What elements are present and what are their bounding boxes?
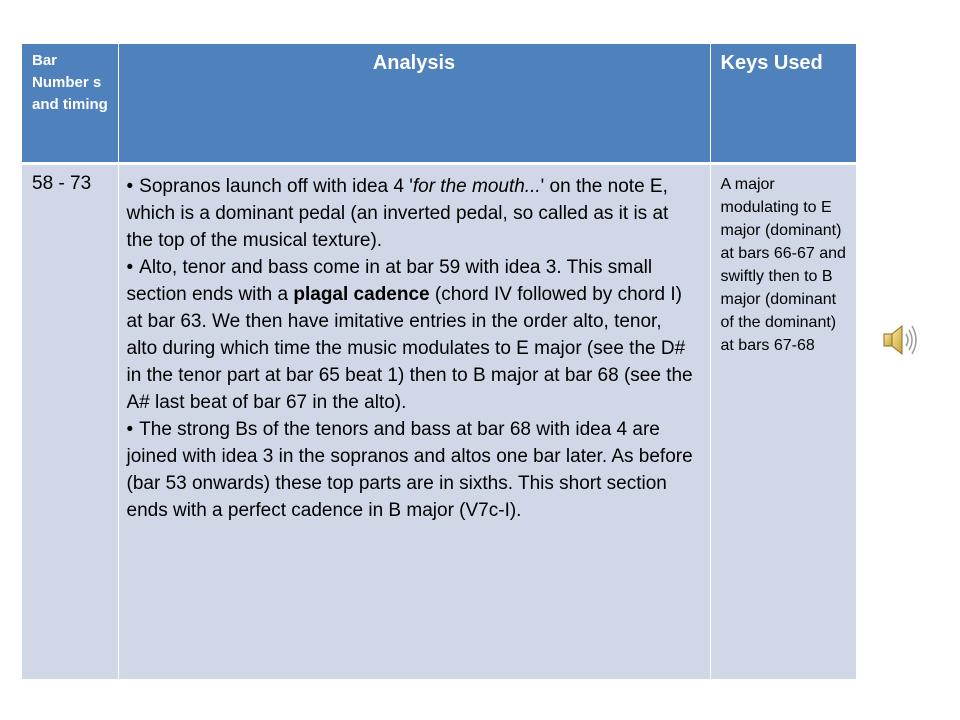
header-bar-numbers: Bar Number s and timing [22,44,118,164]
bullet-icon: • [126,419,134,440]
speaker-icon[interactable] [880,320,924,360]
header-keys-used: Keys Used [710,44,856,164]
table-header-row [22,44,856,164]
cell-bar-numbers: 58 - 73 [22,164,118,680]
bullet-icon: • [126,176,134,197]
cell-analysis [118,164,710,680]
bullet-icon: • [126,257,134,278]
analysis-point-3: • The strong Bs of the tenors and bass at bar 68 with idea 4 are joined with idea 3 in the sopranos and altos one bar later. As before (bar 53 onwards) these top parts are in sixths. This short section ends with a perfect cadence in B major (V7c-I). [126,419,693,521]
cell-keys-used: A major modulating to E major (dominant) at bars 66-67 and swiftly then to B major (dominant of the dominant) at bars 67-68 [710,164,856,680]
header-analysis: Analysis [118,44,710,164]
analysis-table [22,44,856,679]
quoted-phrase: for the mouth... [412,176,541,197]
analysis-point-2: • Alto, tenor and bass come in at bar 59 with idea 3. This small section ends with a plagal cadence (chord IV followed by chord I) at bar 63. We then have imitative entries in the order alto, tenor, alto during which time the music modulates to E major (see the D# in the tenor part at bar 65 beat 1) then to B major at bar 68 (see the A# last beat of bar 67 in the alto). [126,257,693,413]
emphasis-term: plagal cadence [293,284,430,305]
table-row [22,164,856,680]
analysis-point-1: • Sopranos launch off with idea 4 'for the mouth...' on the note E, which is a dominant pedal (an inverted pedal, so called as it is at the top of the musical texture). [126,176,669,251]
